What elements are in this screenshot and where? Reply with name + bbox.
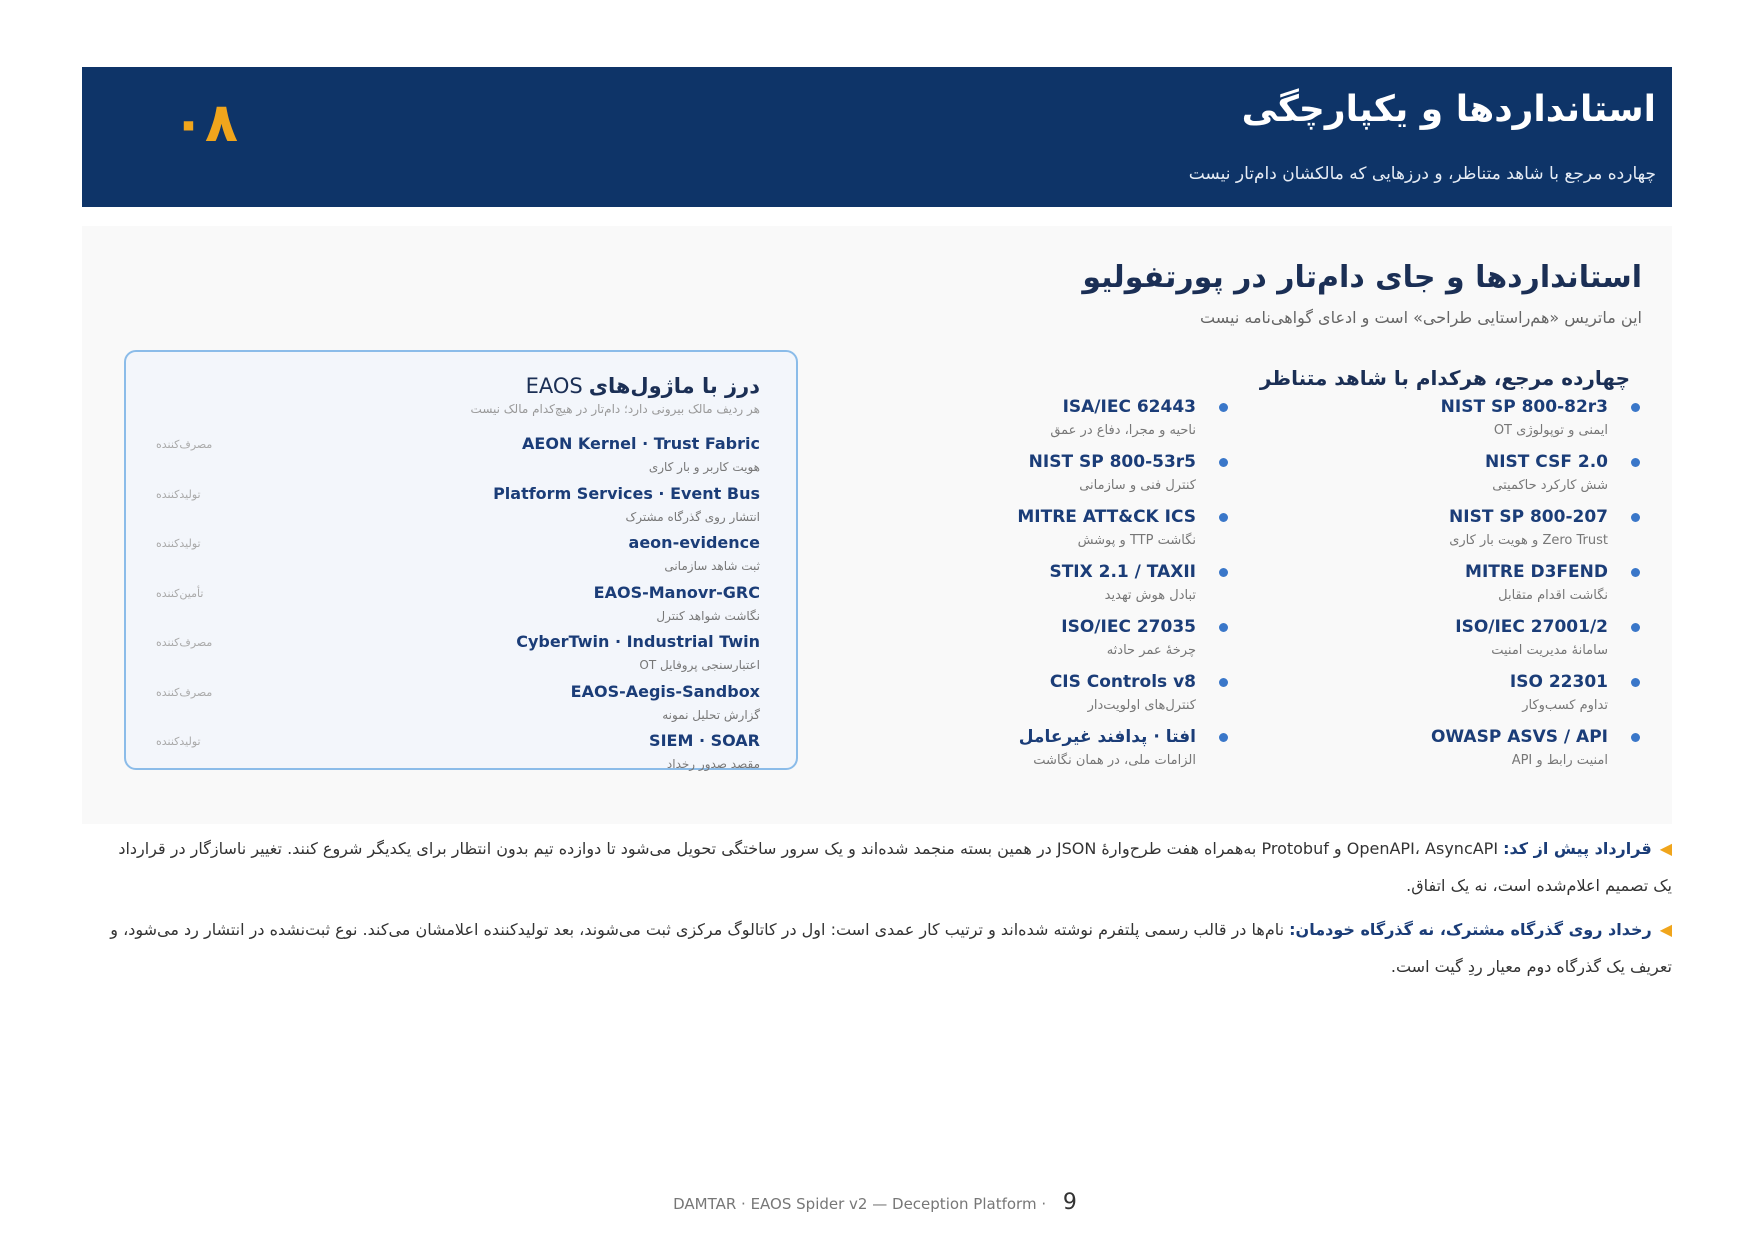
standard-desc: نگاشت اقدام متقابل: [1498, 588, 1608, 603]
module-name: Platform Services · Event Bus: [493, 483, 760, 503]
standard-desc: نگاشت TTP و پوشش: [1077, 533, 1196, 548]
module-row: [156, 533, 760, 583]
standard-name: CIS Controls v8: [1049, 672, 1196, 692]
modules-subtitle: هر ردیف مالک بیرونی دارد؛ دام‌تار در هیچ‌کدام مالک نیست: [470, 402, 760, 416]
standard-item: [1208, 394, 1608, 442]
standard-name: NIST CSF 2.0: [1485, 452, 1608, 472]
standard-name: ISO 22301: [1509, 672, 1608, 692]
standard-desc: تبادل هوش تهدید: [1104, 588, 1196, 603]
standards-heading: چهارده مرجع، هرکدام با شاهد متناظر: [1259, 366, 1630, 390]
paragraph-lead: قرارداد پیش از کد:: [1503, 839, 1652, 858]
module-row: [156, 583, 760, 633]
module-name: aeon-evidence: [628, 533, 760, 552]
standard-name: MITRE D3FEND: [1465, 562, 1608, 582]
module-desc: انتشار روی گذرگاه مشترک: [625, 509, 760, 524]
module-name: EAOS-Manovr-GRC: [593, 582, 760, 602]
bullet-dot-icon: [1631, 513, 1640, 522]
standard-desc: تداوم کسب‌وکار: [1522, 698, 1608, 713]
module-role: مصرف‌کننده: [156, 685, 213, 699]
standard-item: [1208, 559, 1608, 607]
standard-item: [1208, 614, 1608, 662]
standard-item: [796, 614, 1196, 662]
figure-panel: [82, 226, 1672, 824]
standard-item: [796, 724, 1196, 772]
footer-product: EAOS Spider v2: [750, 1195, 868, 1213]
bullet-dot-icon: [1631, 458, 1640, 467]
standard-name: ISO/IEC 27035: [1061, 617, 1196, 637]
standard-desc: کنترل فنی و سازمانی: [1079, 478, 1196, 493]
bullet-dot-icon: [1219, 403, 1228, 412]
module-desc: نگاشت شواهد کنترل: [656, 608, 760, 623]
module-desc: گزارش تحلیل نمونه: [662, 707, 760, 722]
paragraph-lead: رخداد روی گذرگاه مشترک، نه گذرگاه خودمان:: [1289, 920, 1652, 939]
module-desc: مقصد صدور رخداد: [666, 757, 760, 771]
module-role: تولیدکننده: [156, 487, 201, 501]
triangle-bullet-icon: ◀: [1659, 839, 1672, 858]
footer-brand: DAMTAR: [673, 1195, 737, 1213]
module-role: تولیدکننده: [156, 735, 201, 748]
module-name: SIEM · SOAR: [649, 731, 760, 750]
paragraph-text: OpenAPI، AsyncAPI و Protobuf به‌همراه هفت طرح‌وارهٔ JSON در همین بسته منجمد شده‌اند و یک سرور ساختگی تحویل می‌شود تا دوازده تیم بدون انتظار برای یکدیگر شروع کنند. تغییر ناسازگار در قرارداد یک تصمیم اعلام‌شده است، نه یک اتفاق.: [118, 839, 1672, 895]
module-row: [156, 484, 760, 534]
modules-title-suffix: EAOS: [525, 374, 583, 398]
module-row: [156, 632, 760, 682]
module-row: [156, 731, 760, 781]
standard-desc: ناحیه و مجرا، دفاع در عمق: [1050, 423, 1196, 438]
module-name: AEON Kernel · Trust Fabric: [522, 434, 760, 453]
standard-name: MITRE ATT&CK ICS: [1017, 507, 1196, 527]
figure-title: استانداردها و جای دام‌تار در پورتفولیو: [1082, 260, 1642, 295]
standard-desc: ایمنی و توپولوژی OT: [1493, 423, 1608, 438]
paragraph-contract: [110, 830, 1672, 904]
module-desc: اعتبارسنجی پروفایل OT: [639, 658, 760, 672]
standard-item: [796, 394, 1196, 442]
bullet-dot-icon: [1219, 458, 1228, 467]
standard-desc: کنترل‌های اولویت‌دار: [1087, 698, 1196, 713]
standard-name: NIST SP 800-53r5: [1028, 452, 1196, 472]
module-role: تأمین‌کننده: [156, 586, 204, 600]
modules-title-text: درز با ماژول‌های: [588, 374, 760, 398]
bullet-dot-icon: [1631, 403, 1640, 412]
standard-name: ISA/IEC 62443: [1062, 397, 1196, 417]
bullet-dot-icon: [1219, 623, 1228, 632]
standard-desc: سامانهٔ مدیریت امنیت: [1491, 643, 1608, 658]
chapter-subtitle: چهارده مرجع با شاهد متناظر، و درزهایی که مالکشان دام‌تار نیست: [1188, 164, 1656, 184]
standard-desc: چرخهٔ عمر حادثه: [1106, 643, 1196, 658]
standard-item: [796, 449, 1196, 497]
standard-name: افتا · پدافند غیرعامل: [1018, 727, 1196, 747]
module-row: [156, 682, 760, 732]
bullet-dot-icon: [1219, 568, 1228, 577]
standard-item: [1208, 669, 1608, 717]
module-role: مصرف‌کننده: [156, 636, 213, 649]
chapter-header: [82, 67, 1672, 207]
figure-subtitle: این ماتریس «هم‌راستایی طراحی» است و ادعای گواهی‌نامه نیست: [1200, 308, 1642, 327]
modules-title: [526, 374, 760, 398]
chapter-number: ۰۸: [172, 91, 238, 154]
footer-tagline: Deception Platform: [892, 1195, 1037, 1213]
module-role: مصرف‌کننده: [156, 438, 213, 451]
standard-item: [796, 504, 1196, 552]
paragraph-event-bus: [110, 911, 1672, 985]
standard-desc: الزامات ملی، در همان نگاشت: [1033, 753, 1196, 768]
page-number: 9: [1062, 1190, 1077, 1215]
standard-name: ISO/IEC 27001/2: [1455, 617, 1608, 637]
standard-item: [796, 559, 1196, 607]
bullet-dot-icon: [1219, 678, 1228, 687]
bullet-dot-icon: [1219, 513, 1228, 522]
standard-name: NIST SP 800-207: [1449, 507, 1608, 527]
module-desc: هویت کاربر و بار کاری: [648, 460, 760, 474]
standard-item: [1208, 449, 1608, 497]
bullet-dot-icon: [1219, 733, 1228, 742]
module-row: [156, 434, 760, 484]
standard-name: STIX 2.1 / TAXII: [1049, 562, 1196, 582]
module-desc: ثبت شاهد سازمانی: [664, 559, 760, 573]
standard-item: [1208, 724, 1608, 772]
standard-desc: شش کارکرد حاکمیتی: [1492, 478, 1608, 493]
bullet-dot-icon: [1631, 568, 1640, 577]
standard-desc: Zero Trust و هویت بار کاری: [1449, 533, 1608, 548]
standard-desc: امنیت رابط و API: [1511, 753, 1608, 768]
chapter-title: استانداردها و یکپارچگی: [1241, 89, 1656, 130]
module-name: EAOS-Aegis-Sandbox: [570, 681, 760, 701]
standard-item: [796, 669, 1196, 717]
paragraph-text: نام‌ها در قالب رسمی پلتفرم نوشته شده‌اند و ترتیب کار عمدی است: اول در کاتالوگ مرکزی ثبت می‌شوند، بعد تولیدکننده اعلامشان می‌کند. نوع ثبت‌نشده در انتشار رد می‌شود، و تعریف یک گذرگاه دوم معیار ردِ گیت است.: [110, 920, 1672, 976]
bullet-dot-icon: [1631, 678, 1640, 687]
standard-name: OWASP ASVS / API: [1430, 727, 1608, 747]
modules-box: [124, 350, 798, 770]
module-role: تولیدکننده: [156, 537, 201, 550]
page-footer: DAMTAR · EAOS Spider v2 — Deception Platform · 9: [673, 1190, 1077, 1215]
module-name: CyberTwin · Industrial Twin: [516, 632, 760, 651]
standard-item: [1208, 504, 1608, 552]
triangle-bullet-icon: ◀: [1659, 920, 1672, 939]
bullet-dot-icon: [1631, 623, 1640, 632]
bullet-dot-icon: [1631, 733, 1640, 742]
standard-name: NIST SP 800-82r3: [1440, 397, 1608, 417]
